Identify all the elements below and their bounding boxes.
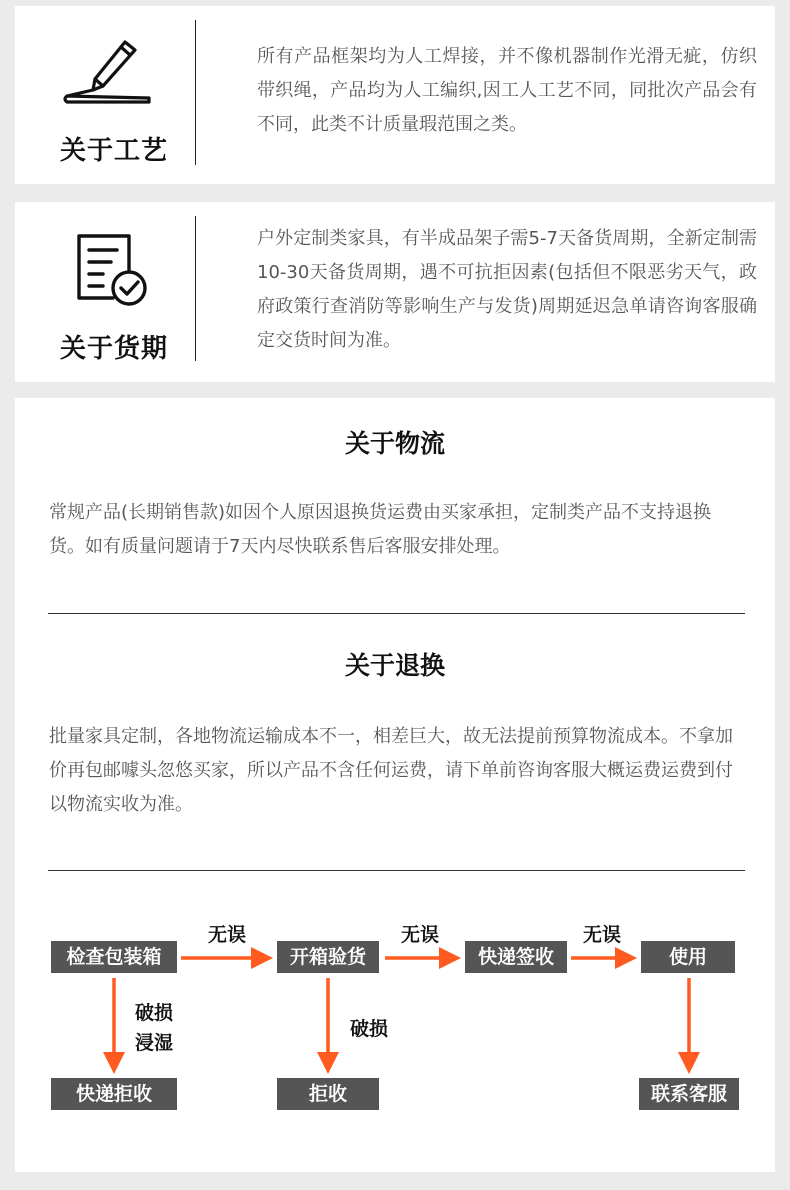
section-divider-2 <box>48 870 745 871</box>
pen-signature-icon <box>63 34 159 114</box>
label-damaged-2: 破损 <box>350 1018 389 1040</box>
arrow-use-to-contact <box>678 978 700 1074</box>
step-use: 使用 <box>641 941 735 973</box>
label-ok-2: 无误 <box>401 924 440 946</box>
arrow-sign-to-use <box>571 947 637 969</box>
label-damaged-1: 破损 <box>135 1002 174 1024</box>
craft-divider <box>195 20 196 165</box>
logistics-title: 关于物流 <box>344 429 445 458</box>
step-courier-reject: 快递拒收 <box>51 1078 177 1110</box>
section-divider-1 <box>48 613 745 614</box>
step-sign-delivery: 快递签收 <box>465 941 567 973</box>
step-contact-service: 联系客服 <box>639 1078 739 1110</box>
returns-title: 关于退换 <box>344 651 445 680</box>
arrow-unbox-to-reject <box>317 978 339 1074</box>
craft-card <box>15 6 775 184</box>
delivery-text: 户外定制类家具，有半成品架子需5-7天备货周期，全新定制需10-30天备货周期，遇不可抗拒因素(包括但不限恶劣天气，政府政策行查消防等影响生产与发货)周期延迟急单请咨询客服确定交货时间为准。 <box>257 228 757 351</box>
return-flowchart <box>15 918 775 1158</box>
arrow-check-to-unbox <box>181 947 273 969</box>
label-ok-1: 无误 <box>208 924 247 946</box>
policy-card <box>15 398 775 1172</box>
craft-text: 所有产品框架均为人工焊接，并不像机器制作光滑无疵，仿织带织绳，产品均为人工编织,因工人工艺不同，同批次产品会有不同，此类不计质量瑕范围之类。 <box>257 46 757 135</box>
logistics-text: 常规产品(长期销售款)如因个人原因退换货运费由买家承担，定制类产品不支持退换货。如有质量问题请于7天内尽快联系售后客服安排处理。 <box>49 502 712 557</box>
arrow-check-to-courier-reject <box>103 978 125 1074</box>
returns-text: 批量家具定制，各地物流运输成本不一，相差巨大，故无法提前预算物流成本。不拿加价再包邮噱头忽悠买家，所以产品不含任何运费，请下单前咨询客服大概运费运费到付以物流实收为准。 <box>49 726 733 815</box>
craft-title: 关于工艺 <box>59 136 168 166</box>
step-check-package: 检查包装箱 <box>51 941 177 973</box>
step-unbox-inspect: 开箱验货 <box>277 941 379 973</box>
delivery-title: 关于货期 <box>59 334 168 364</box>
label-wet: 浸湿 <box>135 1032 174 1054</box>
delivery-card <box>15 202 775 382</box>
delivery-divider <box>195 216 196 361</box>
step-reject: 拒收 <box>277 1078 379 1110</box>
arrow-unbox-to-sign <box>385 947 461 969</box>
document-check-icon <box>63 232 159 312</box>
label-ok-3: 无误 <box>583 924 622 946</box>
